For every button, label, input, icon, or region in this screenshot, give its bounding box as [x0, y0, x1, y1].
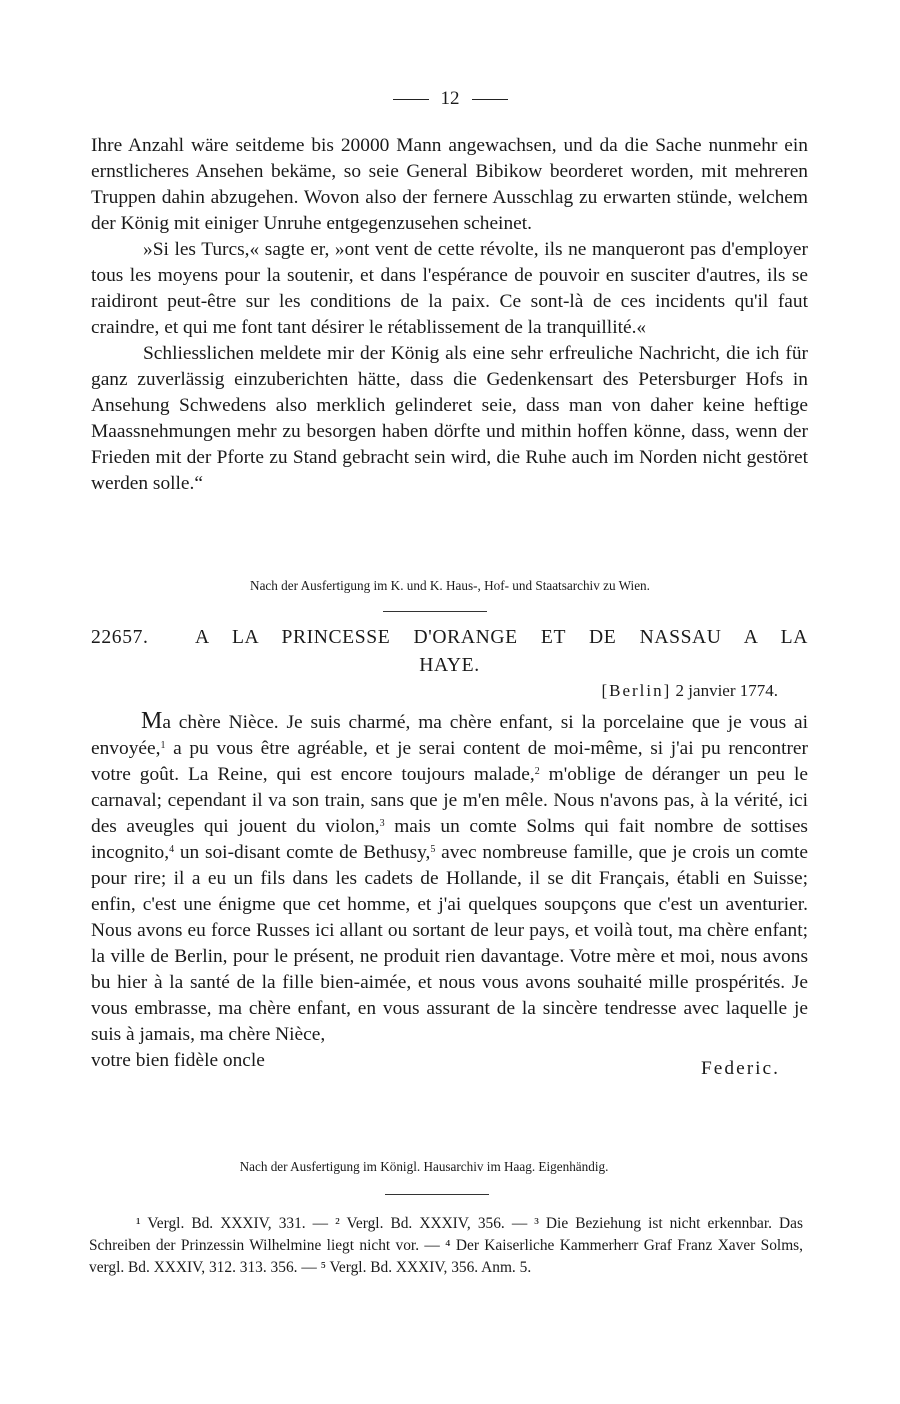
header-rule-left [393, 99, 429, 100]
page-number: 12 [440, 88, 460, 109]
letter-heading [91, 624, 808, 680]
report-text [91, 133, 808, 497]
initial-letter: M [141, 708, 163, 734]
section-divider [383, 611, 487, 612]
header-rule-right [472, 99, 508, 100]
dateline [601, 681, 778, 701]
footnote-ref: 5 [430, 844, 436, 855]
letter-title-line2: HAYE. [419, 655, 480, 676]
place: [Berlin] [601, 681, 672, 700]
letter-paragraph [91, 708, 808, 1048]
footnote-ref: 4 [169, 844, 175, 855]
letter-title-line1 [91, 624, 808, 652]
letter-text: a chère Nièce. Je suis charmé, ma chère enfant, si la porcelaine que je vous ai envoyée, [91, 712, 808, 759]
letter-text: avec nombreuse famille, que je crois un comte pour rire; il a eu un fils dans les cadets de Hollande, il se dit Français, établi en Suisse; enfin, c'est une énigme que cet homme, et j'ai quelques soupçons que c'est un aventurier. Nous avons eu force Russes ici allant ou sortant de leur pays, et voilà tout, ma chère enfant; la ville de Berlin, pour le présent, ne produit rien davantage. Votre mère et moi, nous avons bu hier à la santé de la fille bien-aimée, et nous vous avons souhaité mille prospérités. Je vous embrasse, ma chère enfant, en vous assurant de la sincère tendresse avec laquelle je suis à jamais, ma chère Nièce, [91, 842, 808, 1045]
footnote-divider [385, 1194, 489, 1195]
source-note: Nach der Ausfertigung im K. und K. Haus-, Hof- und Staatsarchiv zu Wien. [250, 578, 650, 593]
footnotes [89, 1213, 803, 1279]
footnote-text: ¹ Vergl. Bd. XXXIV, 331. — ² Vergl. Bd. XXXIV, 356. — ³ Die Beziehung ist nicht erkennbar. Das Schreiben der Prinzessin Wilhelmine liegt nicht vor. — ⁴ Der Kaiserliche Kammerherr Graf Franz Xaver Solms, vergl. Bd. XXXIV, 312. 313. 356. — ⁵ Vergl. Bd. XXXIV, 356. Anm. 5. [89, 1215, 803, 1276]
letter-title: A LA PRINCESSE D'ORANGE ET DE NASSAU A LA [195, 627, 808, 648]
paragraph: Schliesslichen meldete mir der König als eine sehr erfreuliche Nachricht, die ich für ganz zuverlässig einzuberichten hätte, dass die Gedenkensart des Petersburger Hofs in Ansehung Schwedens also merklich gelinderet seie, dass man von daher keine heftige Maassnehmungen mehr zu besorgen haben dörfte und mithin hoffen könne, dass, wenn der Frieden mit der Pforte zu Stand gebracht sein wird, die Ruhe auch im Norden nicht gestöret werden solle.“ [91, 343, 808, 494]
closing: votre bien fidèle oncle [91, 1050, 265, 1071]
source-note: Nach der Ausfertigung im Königl. Hausarchiv im Haag. Eigenhändig. [239, 1159, 609, 1174]
page-header [0, 88, 900, 110]
letter-text: un soi-disant comte de Bethusy, [174, 842, 431, 863]
signature: Federic. [701, 1058, 780, 1079]
letter-number: 22657. [91, 627, 149, 648]
letter-text: a pu vous être agréable, et je serai content de moi-même, si j'ai pu rencontrer votre goût. La Reine, qui est encore toujours malade, [91, 738, 808, 785]
letter-text: mais un comte Solms qui fait nombre de sottises incognito, [91, 816, 808, 863]
closing-line [91, 1048, 808, 1079]
date: 2 janvier 1774. [675, 681, 778, 700]
letter-body [91, 708, 808, 1079]
paragraph: Ihre Anzahl wäre seitdeme bis 20000 Mann angewachsen, und da die Sache nunmehr ein ernstlicheres Ansehen bekäme, so seie General Bibikow beorderet worden, mit mehreren Truppen dahin abzugehen. Wovon also der fernere Ausschlag zu erwarten stünde, welchem der König mit einiger Unruhe entgegenzusehen scheinet. [91, 135, 808, 234]
footnote-ref: 1 [160, 740, 166, 751]
footnote-ref: 3 [379, 818, 385, 829]
paragraph: »Si les Turcs,« sagte er, »ont vent de cette révolte, ils ne manqueront pas d'employer tous les moyens pour la soutenir, et dans l'espérance de pouvoir en susciter d'autres, ils se raidiront peut-être sur les conditions de la paix. Ce sont-là de ces incidents qu'il faut craindre, et qui me font tant désirer le rétablissement de la tranquillité.« [91, 239, 808, 338]
letter-text: m'oblige de déranger un peu le carnaval; cependant il va son train, sans que je m'en mêle. Nous n'avons pas, à la vérité, ici des aveugles qui jouent du violon, [91, 764, 808, 837]
footnote-ref: 2 [534, 766, 540, 777]
